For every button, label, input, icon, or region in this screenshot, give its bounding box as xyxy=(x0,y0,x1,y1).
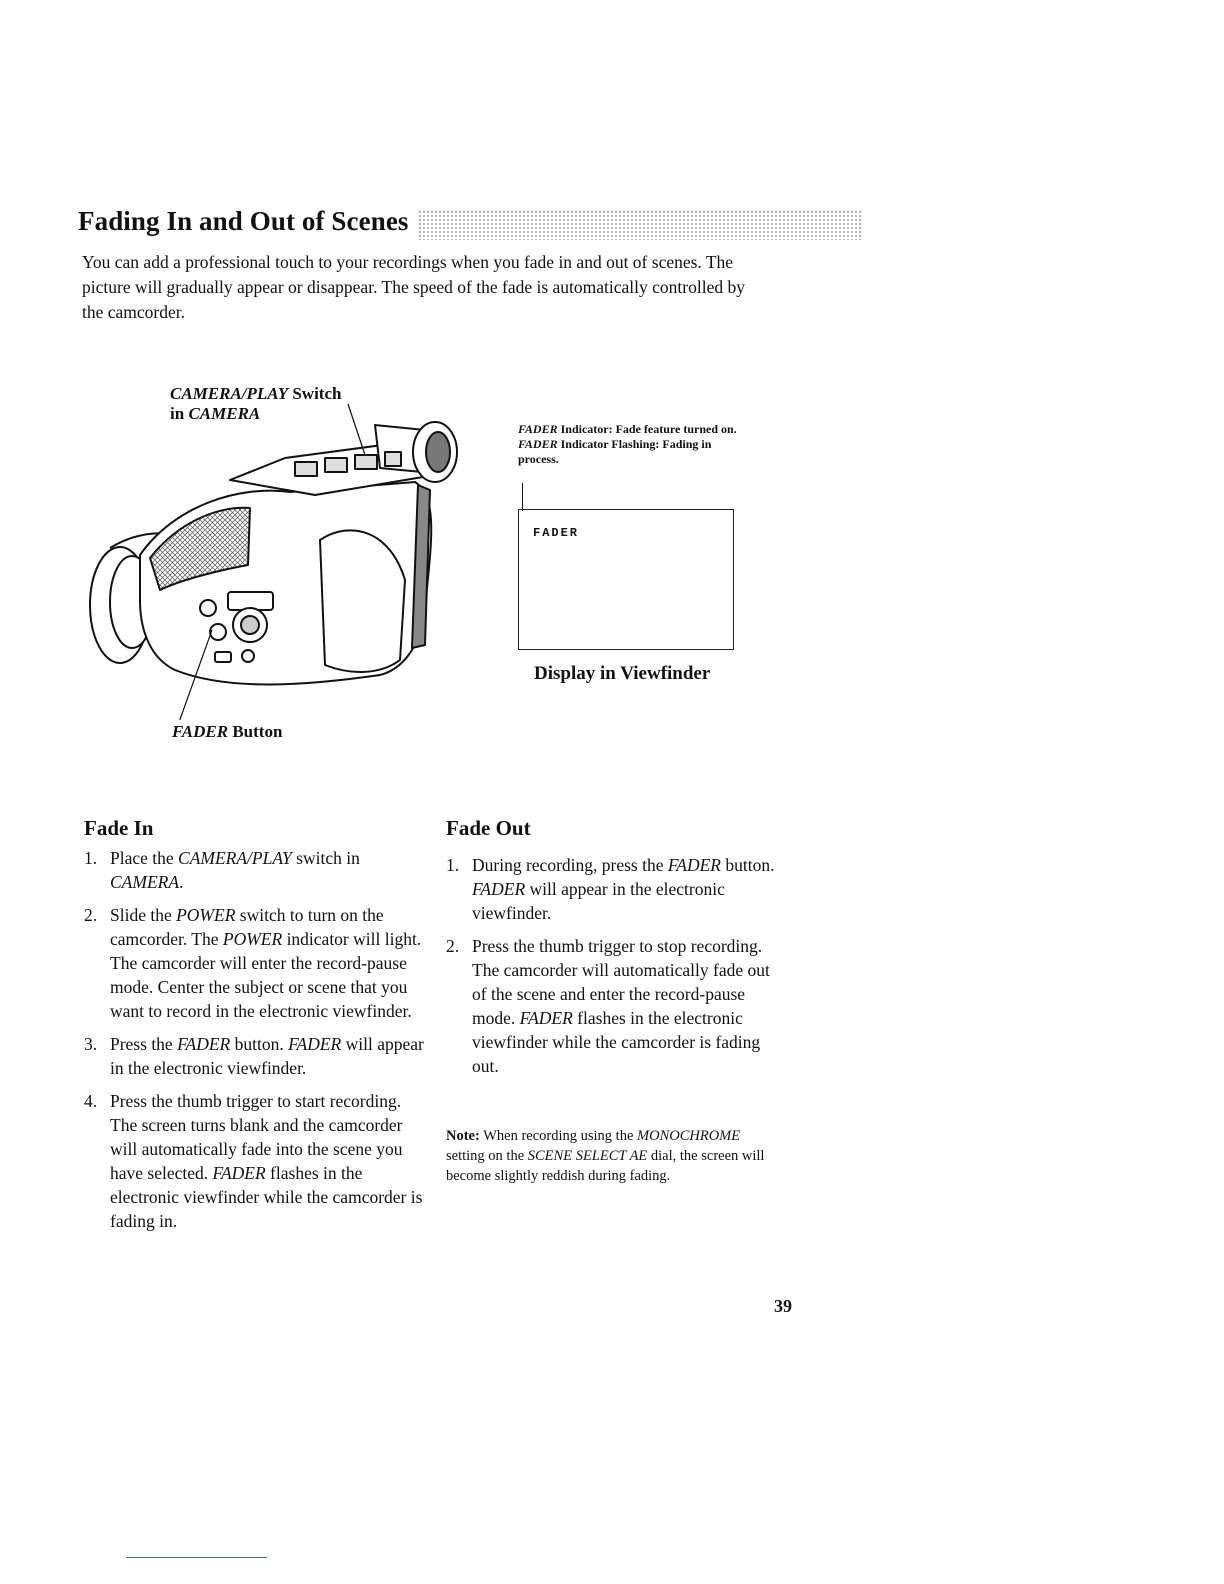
fade-in-heading: Fade In xyxy=(84,816,154,840)
title-block xyxy=(78,206,788,246)
indicator-pointer-line xyxy=(522,483,523,511)
fader-button-callout: FADER Button xyxy=(172,722,283,741)
page-title: Fading In and Out of Scenes xyxy=(78,206,417,237)
fade-in-steps xyxy=(84,846,424,1233)
viewfinder-fader-text: FADER xyxy=(533,526,580,540)
list-item: 2. Slide the POWER switch to turn on the camcorder. The POWER indicator will light. The camcorder will enter the record-pause mode. Center the subject or scene that you want to record in the electronic viewfinder. xyxy=(84,905,422,1021)
list-item: 1. Place the CAMERA/PLAY switch in CAMERA. xyxy=(84,848,360,892)
fade-out-section xyxy=(446,816,776,1087)
title-halftone-bar xyxy=(418,210,863,240)
intro-paragraph: You can add a professional touch to your recordings when you fade in and out of scenes. The picture will gradually appear or disappear. The speed of the fade is automatically controlled by the camcorder. xyxy=(82,252,745,322)
fade-out-steps xyxy=(446,853,776,1078)
camcorder-illustration xyxy=(80,380,490,720)
list-item: 2. Press the thumb trigger to stop recording. The camcorder will automatically fade out of the scene and enter the record-pause mode. FADER flashes in the electronic viewfinder while the camcorder is fading out. xyxy=(446,936,770,1076)
fader-indicator-note: FADER Indicator: Fade feature turned on. FADER Indicator Flashing: Fading in process. xyxy=(518,422,737,466)
list-item: 1. During recording, press the FADER button. FADER will appear in the electronic viewfinder. xyxy=(446,855,775,923)
page-number: 39 xyxy=(774,1296,792,1316)
monochrome-note: Note: When recording using the MONOCHROME setting on the SCENE SELECT AE dial, the screen will become slightly reddish during fading. xyxy=(446,1128,765,1184)
viewfinder-caption: Display in Viewfinder xyxy=(534,663,711,684)
list-item: 3. Press the FADER button. FADER will appear in the electronic viewfinder. xyxy=(84,1034,424,1078)
camera-play-switch-callout: CAMERA/PLAY Switch in CAMERA xyxy=(170,384,342,423)
list-item: 4. Press the thumb trigger to start recording. The screen turns blank and the camcorder will automatically fade into the scene you have selected. FADER flashes in the electronic viewfinder while the camcorder is fading in. xyxy=(84,1091,423,1231)
fade-out-heading: Fade Out xyxy=(446,816,531,840)
viewfinder-display xyxy=(518,509,734,650)
fade-in-section xyxy=(84,816,424,1242)
bottom-rule xyxy=(126,1557,267,1558)
